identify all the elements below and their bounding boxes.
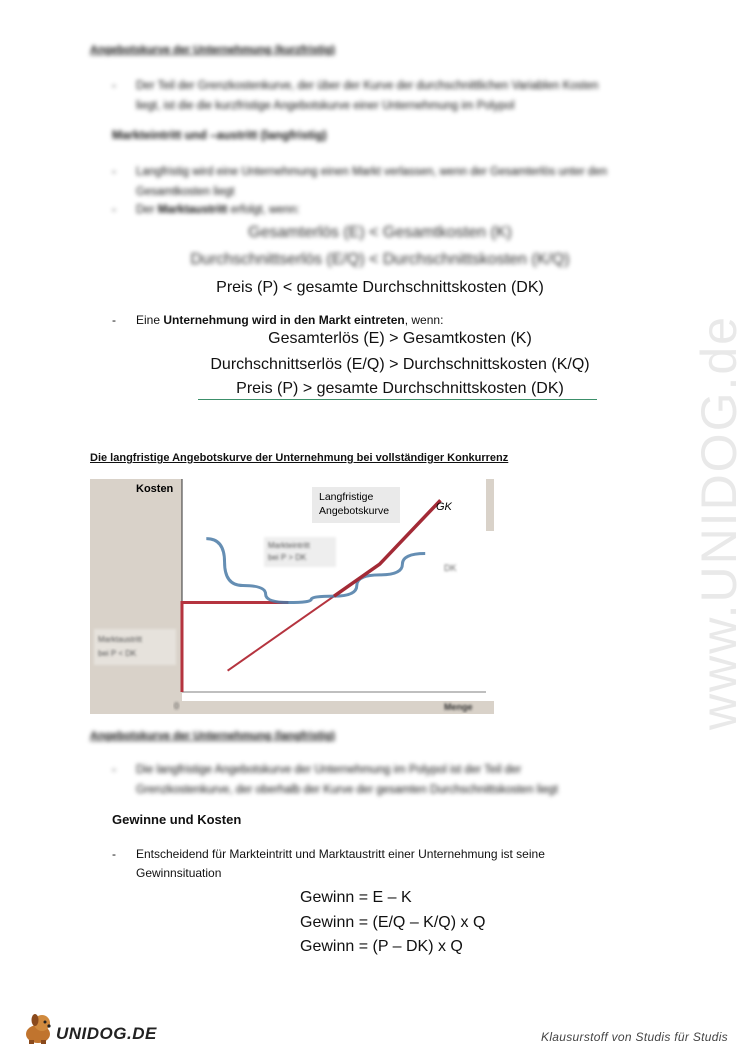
entry-bullet-bold: Unternehmung wird in den Markt eintreten: [163, 313, 405, 327]
bullet-text: liegt, ist die die kurzfristige Angebotskurve einer Unternehmung im Polypol: [136, 100, 515, 112]
entry-formula: Durchschnittserlös (E/Q) > Durchschnittskosten (K/Q): [210, 356, 590, 373]
entry-formula: Preis (P) > gesamte Durchschnittskosten (DK): [236, 380, 564, 397]
chart-svg: [90, 479, 494, 714]
y-axis-label: Kosten: [136, 483, 174, 495]
exit-formula: Gesamterlös (E) < Gesamtkosten (K): [248, 224, 512, 241]
chart-plot-area: [182, 531, 494, 701]
entry-bullet-text: Eine: [136, 313, 164, 327]
section-heading-profit: Gewinne und Kosten: [112, 812, 242, 827]
bullet-bold: Marktaustritt: [157, 204, 228, 216]
footer-tagline: Klausurstoff von Studis für Studis: [541, 1030, 728, 1044]
logo-text: UNIDOG.DE: [56, 1024, 157, 1043]
bullet-text: Die langfristige Angebotskurve der Unternehmung im Polypol ist der Teil der: [136, 764, 522, 776]
profit-formula: Gewinn = (P – DK) x Q: [300, 938, 463, 955]
gk-label: GK: [436, 501, 452, 513]
dk-label: DK: [444, 563, 457, 573]
annotation-entry-line2: bei P > DK: [268, 553, 307, 562]
chart: [90, 479, 494, 714]
bullet-text: Grenzkostenkurve, der oberhalb der Kurve der gesamten Durchschnittskosten liegt: [136, 784, 558, 796]
x-axis-label: Menge: [444, 702, 473, 712]
chart-heading: Die langfristige Angebotskurve der Unternehmung bei vollständiger Konkurrenz: [90, 452, 509, 464]
bullet-text: Gewinnsituation: [136, 866, 222, 880]
annotation-exit-line2: bei P < DK: [98, 649, 137, 658]
annotation-supply-line2: Angebotskurve: [319, 505, 390, 517]
bullet-text: erfolgt, wenn:: [227, 204, 300, 216]
exit-formula: Preis (P) < gesamte Durchschnittskosten (DK): [216, 279, 544, 296]
bullet-text: Langfristig wird eine Unternehmung einen Markt verlassen, wenn der Gesamterlös unter den: [136, 166, 608, 178]
section-heading-entry-exit: Markteintritt und –austritt (langfristig): [112, 128, 327, 142]
bullet-text: Der: [136, 204, 158, 216]
bullet-text: Der Teil der Grenzkostenkurve, der über der Kurve der durchschnittlichen Variablen Kosten: [136, 80, 599, 92]
dog-logo-icon: [20, 1010, 56, 1046]
annotation-entry-line1: Markteintritt: [268, 541, 310, 550]
entry-formula: Gesamterlös (E) > Gesamtkosten (K): [268, 330, 532, 347]
entry-bullet-text: , wenn:: [404, 313, 444, 327]
profit-formula: Gewinn = E – K: [300, 889, 412, 906]
bullet-text: Entscheidend für Markteintritt und Marktaustritt einer Unternehmung ist seine: [136, 847, 545, 861]
origin-label: 0: [174, 701, 180, 711]
profit-formula: Gewinn = (E/Q – K/Q) x Q: [300, 913, 486, 931]
divider-line: [198, 399, 597, 400]
bullet-text: Gesamtkosten liegt: [136, 186, 235, 198]
watermark: www.UNIDOG.de: [691, 315, 747, 730]
annotation-exit-line1: Marktaustritt: [98, 635, 143, 644]
exit-formula: Durchschnittserlös (E/Q) < Durchschnittskosten (K/Q): [190, 251, 570, 268]
section-heading-long-run: Angebotskurve der Unternehmung (langfristig): [90, 730, 336, 742]
annotation-supply-line1: Langfristige: [319, 491, 374, 503]
section-heading-short-run: Angebotskurve der Unternehmung (kurzfristig): [90, 44, 336, 56]
